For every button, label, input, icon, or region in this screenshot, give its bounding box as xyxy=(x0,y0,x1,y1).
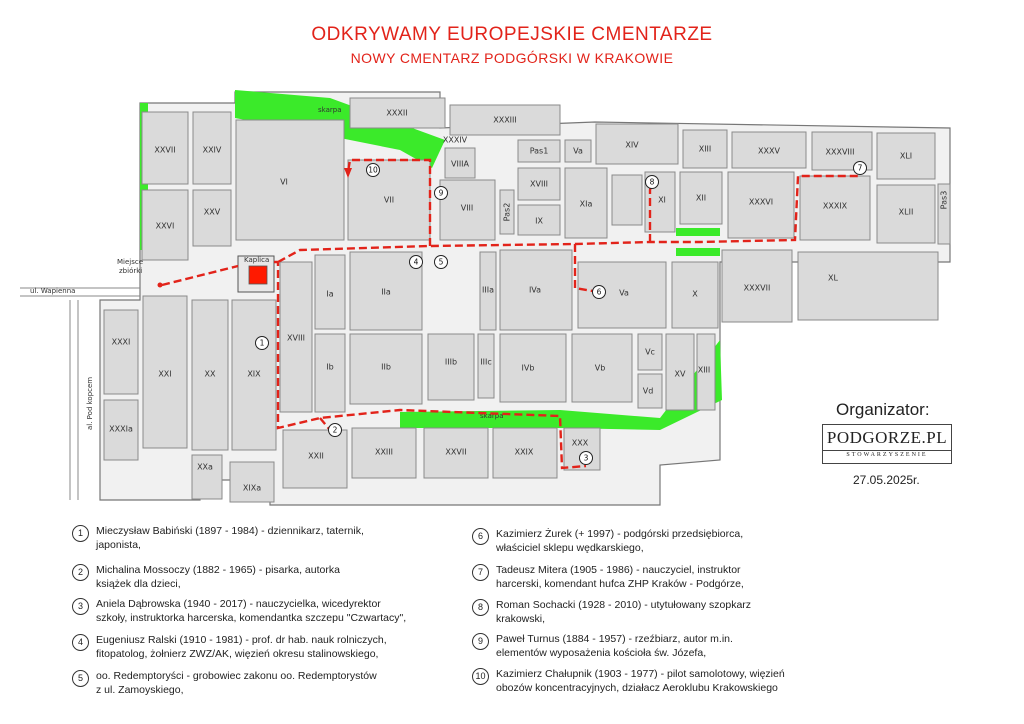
marker-10[interactable] xyxy=(367,164,380,177)
legend-num: 8 xyxy=(472,599,489,616)
route-start xyxy=(158,283,163,288)
legend-text: Roman Sochacki (1928 - 2010) - utytułowany szopkarz krakowski, xyxy=(496,599,752,625)
marker-4[interactable] xyxy=(410,256,423,269)
svg-text:Vc: Vc xyxy=(645,347,655,357)
svg-text:Va: Va xyxy=(619,288,629,298)
svg-text:XXI: XXI xyxy=(158,369,172,379)
legend-num: 10 xyxy=(472,668,489,685)
svg-text:XXXII: XXXII xyxy=(386,108,408,118)
svg-text:XXXIII: XXXIII xyxy=(493,115,517,125)
svg-text:XV: XV xyxy=(674,369,686,379)
svg-text:Ia: Ia xyxy=(326,289,334,299)
organizer-label: Organizator: xyxy=(836,400,930,419)
svg-text:IIIc: IIIc xyxy=(480,357,492,367)
svg-text:XXXVIII: XXXVIII xyxy=(825,147,855,157)
svg-text:X: X xyxy=(692,289,698,299)
legend-text: oo. Redemptoryści - grobowiec zakonu oo. Redemptorystów z ul. Zamoyskiego, xyxy=(96,670,377,696)
svg-text:XXX: XXX xyxy=(571,438,589,448)
svg-text:XXXIV: XXXIV xyxy=(442,135,468,145)
svg-text:XXIX: XXIX xyxy=(514,447,534,457)
legend-text: Aniela Dąbrowska (1940 - 2017) - nauczycielka, wicedyrektor szkoły, instruktorka harcerska, komendantka szczepu "Czwartacy", xyxy=(96,598,407,624)
map-subtitle: NOWY CMENTARZ PODGÓRSKI W KRAKOWIE xyxy=(350,50,674,66)
svg-text:VII: VII xyxy=(383,195,395,205)
map-title: ODKRYWAMY EUROPEJSKIE CMENTARZE xyxy=(311,24,713,45)
svg-text:3: 3 xyxy=(583,453,589,463)
street-podkopcem-road xyxy=(70,300,78,500)
svg-text:Vd: Vd xyxy=(642,386,654,396)
svg-text:XXXI: XXXI xyxy=(111,337,131,347)
legend-num: 4 xyxy=(72,634,89,651)
logo-sub: STOWARZYSZENIE xyxy=(823,450,951,458)
svg-text:10: 10 xyxy=(368,165,378,175)
marker-9[interactable] xyxy=(435,187,448,200)
legend-text: Paweł Turnus (1884 - 1957) - rzeźbiarz, autor m.in. elementów wyposażenia kościoła św. Józefa, xyxy=(496,633,733,659)
svg-text:XII: XII xyxy=(695,193,707,203)
svg-text:XL: XL xyxy=(828,273,838,283)
svg-text:8: 8 xyxy=(649,177,655,187)
svg-text:XIa: XIa xyxy=(579,199,593,209)
svg-text:XLI: XLI xyxy=(899,151,913,161)
grass-label-bottom: skarpa xyxy=(480,412,504,420)
logo-main: PODGORZE.PL xyxy=(826,428,948,447)
svg-text:2: 2 xyxy=(332,425,338,435)
event-date: 27.05.2025r. xyxy=(853,473,920,487)
legend-num: 2 xyxy=(72,564,89,581)
meeting-point-label-1: Miejsce xyxy=(117,258,144,266)
svg-text:Va: Va xyxy=(573,146,583,156)
legend-text: Kazimierz Chałupnik (1903 - 1977) - pilot samolotowy, więzień obozów koncentracyjnych, działacz Aeroklubu Krakowskiego xyxy=(496,668,785,694)
svg-text:9: 9 xyxy=(438,188,444,198)
svg-text:XXVII: XXVII xyxy=(154,145,176,155)
svg-text:IIIb: IIIb xyxy=(444,357,458,367)
grass-strip-1 xyxy=(676,228,720,236)
legend-text: Eugeniusz Ralski (1910 - 1981) - prof. dr hab. nauk rolniczych, fitopatolog, żołnierz ZWZ/AK, więzień okresu stalinowskiego, xyxy=(96,634,387,660)
svg-text:VI: VI xyxy=(280,177,288,187)
svg-text:Ib: Ib xyxy=(326,362,334,372)
svg-text:XIXa: XIXa xyxy=(242,483,262,493)
svg-text:6: 6 xyxy=(596,287,602,297)
legend-num: 9 xyxy=(472,633,489,650)
legend-num: 5 xyxy=(72,670,89,687)
chapel-label: Kaplica xyxy=(244,256,270,264)
meeting-point-label-2: zbiórki xyxy=(119,267,143,275)
svg-text:XIX: XIX xyxy=(247,369,261,379)
svg-text:XVIII: XVIII xyxy=(529,179,549,189)
svg-text:IIa: IIa xyxy=(381,287,391,297)
legend-num: 1 xyxy=(72,525,89,542)
street-podkopcem: al. Pod kopcem xyxy=(86,376,94,430)
svg-text:XIII: XIII xyxy=(697,365,711,375)
svg-text:XIII: XIII xyxy=(698,144,712,154)
svg-text:XXII: XXII xyxy=(308,451,324,461)
svg-text:VIIIA: VIIIA xyxy=(450,159,470,169)
marker-3[interactable] xyxy=(580,452,593,465)
svg-text:XXXVII: XXXVII xyxy=(743,283,771,293)
svg-text:IVa: IVa xyxy=(528,285,542,295)
svg-text:IIIa: IIIa xyxy=(482,285,494,295)
marker-6[interactable] xyxy=(593,286,606,299)
legend-num: 3 xyxy=(72,598,89,615)
svg-text:IIb: IIb xyxy=(381,362,391,372)
legend-num: 7 xyxy=(472,564,489,581)
svg-text:1: 1 xyxy=(259,338,265,348)
svg-text:5: 5 xyxy=(438,257,444,267)
marker-2[interactable] xyxy=(329,424,342,437)
svg-text:XXXV: XXXV xyxy=(758,146,780,156)
legend-text: Mieczysław Babiński (1897 - 1984) - dziennikarz, taternik, japonista, xyxy=(96,525,364,551)
marker-7[interactable] xyxy=(854,162,867,175)
svg-text:XXV: XXV xyxy=(203,207,221,217)
organizer-logo[interactable] xyxy=(822,424,952,464)
grass-label-top: skarpa xyxy=(318,106,342,114)
svg-text:Pas2: Pas2 xyxy=(502,202,512,222)
chapel-building xyxy=(249,266,267,284)
svg-text:XXVI: XXVI xyxy=(155,221,175,231)
svg-text:XIV: XIV xyxy=(625,140,639,150)
svg-text:VIII: VIII xyxy=(460,203,474,213)
svg-text:XXXIa: XXXIa xyxy=(109,424,133,434)
svg-text:XLII: XLII xyxy=(898,207,914,217)
legend-text: Kazimierz Żurek (+ 1997) - podgórski przedsiębiorca, właściciel sklepu wędkarskiego, xyxy=(496,528,744,554)
marker-1[interactable] xyxy=(256,337,269,350)
svg-text:XX: XX xyxy=(204,369,216,379)
svg-text:XVIII: XVIII xyxy=(286,333,306,343)
svg-text:XI: XI xyxy=(658,195,666,205)
marker-8[interactable] xyxy=(646,176,659,189)
svg-text:IVb: IVb xyxy=(521,363,535,373)
svg-text:Pas1: Pas1 xyxy=(529,146,549,156)
svg-text:XXa: XXa xyxy=(197,462,213,472)
marker-5[interactable] xyxy=(435,256,448,269)
grass-strip-2 xyxy=(676,248,720,256)
svg-text:Pas3: Pas3 xyxy=(939,190,949,210)
svg-text:XXIV: XXIV xyxy=(202,145,222,155)
svg-text:7: 7 xyxy=(857,163,863,173)
svg-text:XXXIX: XXXIX xyxy=(822,201,848,211)
svg-text:4: 4 xyxy=(413,257,419,267)
svg-text:XXIII: XXIII xyxy=(374,447,394,457)
legend-text: Michalina Mossoczy (1882 - 1965) - pisarka, autorka książek dla dzieci, xyxy=(96,564,340,590)
svg-text:XXVII: XXVII xyxy=(445,447,467,457)
legend-text: Tadeusz Mitera (1905 - 1986) - nauczyciel, instruktor harcerski, komendant hufca ZHP Kraków - Podgórze, xyxy=(496,564,744,590)
street-wapienna: ul. Wapienna xyxy=(30,287,76,295)
svg-text:XXXVI: XXXVI xyxy=(748,197,774,207)
svg-text:IX: IX xyxy=(535,216,543,226)
svg-text:Vb: Vb xyxy=(594,363,606,373)
legend-num: 6 xyxy=(472,528,489,545)
